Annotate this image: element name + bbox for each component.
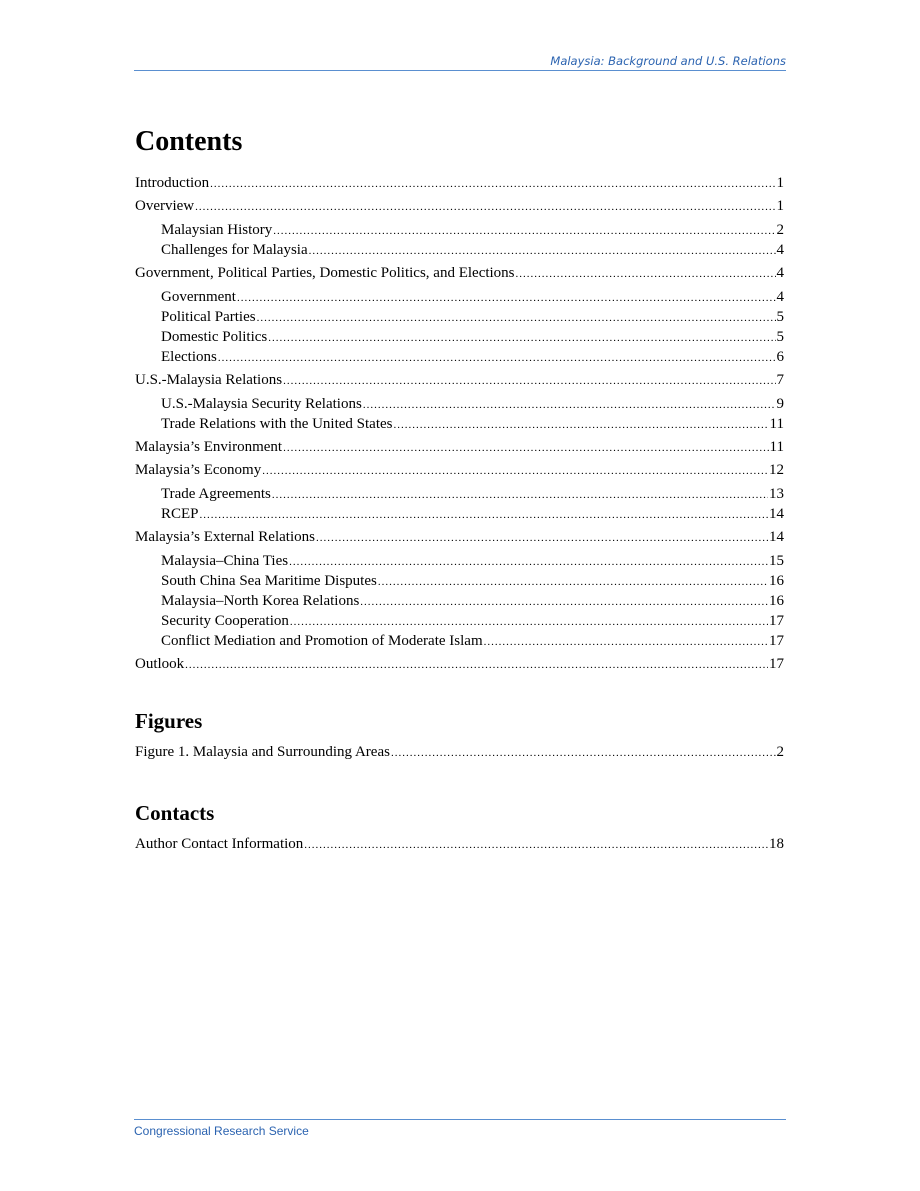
toc-entry-label: Overview <box>135 198 195 214</box>
toc-entry-label: RCEP <box>161 506 199 522</box>
dot-leader <box>283 372 775 391</box>
toc-entry-label: Security Cooperation <box>161 613 289 629</box>
toc-entry[interactable] <box>135 572 784 592</box>
toc-entry-page: 4 <box>776 265 784 281</box>
dot-leader <box>363 396 776 415</box>
toc-entry-page: 18 <box>769 836 784 852</box>
toc-entry-label: Domestic Politics <box>161 329 268 345</box>
toc-entry[interactable] <box>135 415 784 435</box>
toc-entry-page: 2 <box>776 222 784 238</box>
toc-entry-label: U.S.-Malaysia Security Relations <box>161 396 362 412</box>
dot-leader <box>273 222 775 241</box>
dot-leader <box>289 553 768 572</box>
toc-entry[interactable] <box>135 655 784 675</box>
toc-entry-page: 11 <box>769 416 784 432</box>
toc-entry[interactable] <box>135 264 784 284</box>
toc-entry[interactable] <box>135 552 784 572</box>
toc-entry[interactable] <box>135 308 784 328</box>
toc-entry[interactable] <box>135 743 784 763</box>
document-body <box>135 124 784 855</box>
toc-entry-label: Malaysia’s Environment <box>135 439 283 455</box>
figures-list <box>135 743 784 763</box>
dot-leader <box>360 593 768 612</box>
toc-entry-page: 11 <box>769 439 784 455</box>
toc-entry-page: 5 <box>776 309 784 325</box>
toc-entry-page: 9 <box>776 396 784 412</box>
dot-leader <box>391 744 776 763</box>
toc-entry-label: U.S.-Malaysia Relations <box>135 372 283 388</box>
dot-leader <box>516 265 776 284</box>
running-header: Malaysia: Background and U.S. Relations <box>134 54 786 71</box>
toc-entry-label: Outlook <box>135 656 185 672</box>
page-footer <box>134 1119 786 1138</box>
figures-heading: Figures <box>135 709 203 733</box>
dot-leader <box>257 309 776 328</box>
toc-entry-page: 4 <box>776 289 784 305</box>
dot-leader <box>316 529 768 548</box>
contents-heading: Contents <box>135 126 243 157</box>
toc-entry[interactable] <box>135 632 784 652</box>
dot-leader <box>394 416 769 435</box>
dot-leader <box>195 198 775 217</box>
dot-leader <box>218 349 776 368</box>
toc-entry[interactable] <box>135 592 784 612</box>
toc-entry-page: 6 <box>776 349 784 365</box>
toc-entry[interactable] <box>135 395 784 415</box>
footer-organization: Congressional Research Service <box>134 1124 309 1138</box>
dot-leader <box>283 439 768 458</box>
toc-entry-label: Malaysia–China Ties <box>161 553 289 569</box>
dot-leader <box>210 175 775 194</box>
toc-entry[interactable] <box>135 288 784 308</box>
toc-entry-page: 5 <box>776 329 784 345</box>
dot-leader <box>237 289 776 308</box>
toc-entry[interactable] <box>135 528 784 548</box>
toc-entry-label: Malaysia–North Korea Relations <box>161 593 360 609</box>
toc-entry-page: 17 <box>769 656 784 672</box>
dot-leader <box>272 486 768 505</box>
dot-leader <box>200 506 768 525</box>
toc-entry[interactable] <box>135 328 784 348</box>
dot-leader <box>290 613 768 632</box>
toc-entry[interactable] <box>135 221 784 241</box>
toc-entry[interactable] <box>135 612 784 632</box>
toc-entry-page: 15 <box>769 553 784 569</box>
toc-entry-page: 1 <box>776 175 784 191</box>
toc-entry-label: Trade Relations with the United States <box>161 416 393 432</box>
toc-entry-label: South China Sea Maritime Disputes <box>161 573 377 589</box>
toc-entry-page: 12 <box>769 462 784 478</box>
toc-entry-page: 17 <box>769 613 784 629</box>
toc-entry[interactable] <box>135 505 784 525</box>
toc-entry-label: Elections <box>161 349 217 365</box>
dot-leader <box>309 242 776 261</box>
toc-entry-page: 16 <box>769 593 784 609</box>
toc-entry[interactable] <box>135 485 784 505</box>
toc-entry-label: Political Parties <box>161 309 256 325</box>
toc-entry[interactable] <box>135 241 784 261</box>
toc-entry[interactable] <box>135 461 784 481</box>
dot-leader <box>185 656 768 675</box>
contacts-list <box>135 835 784 855</box>
toc-entry-page: 14 <box>769 506 784 522</box>
toc-entry-page: 14 <box>769 529 784 545</box>
toc-entry-page: 7 <box>776 372 784 388</box>
toc-entry-page: 4 <box>776 242 784 258</box>
dot-leader <box>378 573 768 592</box>
toc-entry[interactable] <box>135 348 784 368</box>
toc-entry-label: Malaysia’s Economy <box>135 462 262 478</box>
toc-entry-label: Challenges for Malaysia <box>161 242 308 258</box>
toc-entry[interactable] <box>135 371 784 391</box>
toc-entry-label: Figure 1. Malaysia and Surrounding Areas <box>135 744 390 760</box>
toc-entry-label: Trade Agreements <box>161 486 271 502</box>
contacts-heading: Contacts <box>135 801 215 825</box>
toc-entry-page: 1 <box>776 198 784 214</box>
toc-entry-label: Government <box>161 289 236 305</box>
toc-entry-label: Author Contact Information <box>135 836 304 852</box>
toc-entry-label: Conflict Mediation and Promotion of Moderate Islam <box>161 633 483 649</box>
dot-leader <box>262 462 768 481</box>
dot-leader <box>484 633 768 652</box>
contents-list <box>135 174 784 675</box>
toc-entry[interactable] <box>135 835 784 855</box>
dot-leader <box>304 836 768 855</box>
toc-entry-page: 2 <box>776 744 784 760</box>
toc-entry-page: 13 <box>769 486 784 502</box>
dot-leader <box>268 329 775 348</box>
toc-entry[interactable] <box>135 438 784 458</box>
toc-entry-page: 17 <box>769 633 784 649</box>
toc-entry-page: 16 <box>769 573 784 589</box>
toc-entry-label: Government, Political Parties, Domestic Politics, and Elections <box>135 265 515 281</box>
toc-entry[interactable] <box>135 174 784 194</box>
toc-entry-label: Malaysian History <box>161 222 273 238</box>
toc-entry-label: Introduction <box>135 175 210 191</box>
toc-entry[interactable] <box>135 197 784 217</box>
toc-entry-label: Malaysia’s External Relations <box>135 529 315 545</box>
